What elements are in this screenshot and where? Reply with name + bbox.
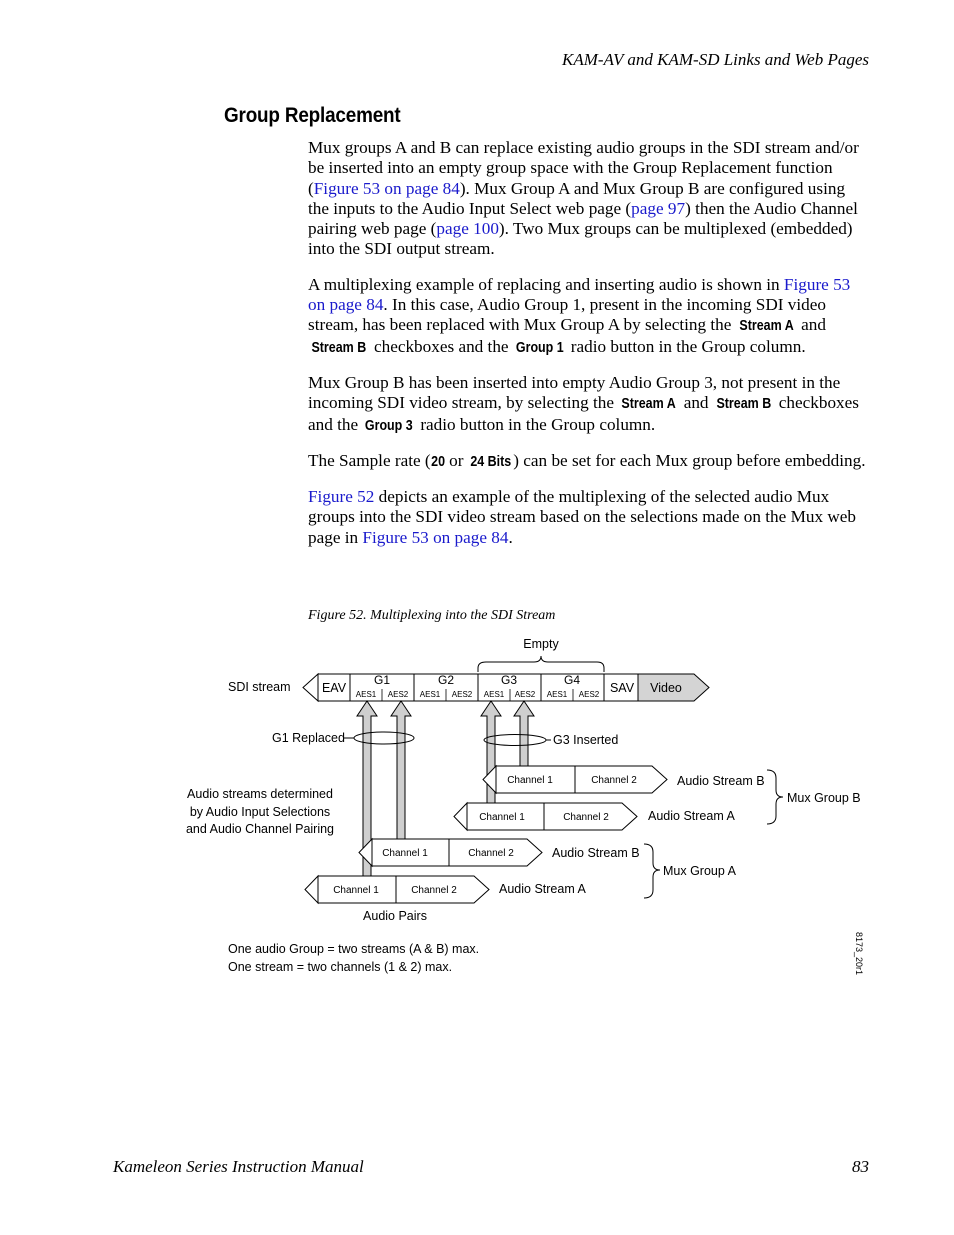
footer-manual-title: Kameleon Series Instruction Manual <box>113 1157 364 1176</box>
link-figure-53[interactable]: Figure 53 on page 84 <box>362 527 509 547</box>
ui-term: Stream A <box>621 396 676 413</box>
determined-line: and Audio Channel Pairing <box>185 822 335 836</box>
determined-line: Audio streams determined <box>187 787 333 801</box>
ui-term: 20 <box>430 453 445 470</box>
aes-label: AES2 <box>514 690 536 699</box>
paragraph-5: Figure 52 depicts an example of the multiplexing of the selected audio Mux groups into the SDI video stream based on the selections made on the Mux web page in Figure 53 on page 84. <box>308 487 856 547</box>
link-figure-52[interactable]: Figure 52 <box>308 487 375 507</box>
g1-replaced-label: G1 Replaced <box>272 731 345 745</box>
stream-left-arrow <box>454 803 467 830</box>
channel-1-label: Channel 1 <box>382 848 428 859</box>
channel-2-label: Channel 2 <box>563 812 609 823</box>
note-line: One audio Group = two streams (A & B) max. <box>228 942 480 956</box>
running-header: KAM-AV and KAM-SD Links and Web Pages <box>561 50 869 69</box>
audio-stream-a-label: Audio Stream A <box>648 809 735 823</box>
aes-label: AES1 <box>419 690 441 699</box>
audio-stream-a-label: Audio Stream A <box>499 882 586 896</box>
paragraph-1: Mux groups A and B can replace existing audio groups in the SDI stream and/or be inserted into an empty group space with the Group Replacement function (Figure 53 on page 84). Mux Group A and Mux Group B are configured using the inputs to the Audio Input Select web page (page 97) then the Audio Channel pairing web page (page 100). Two Mux groups can be multiplexed (embedded) into the SDI output stream. <box>308 138 859 259</box>
mux-group-a-label: Mux Group A <box>663 864 736 878</box>
sav-label: SAV <box>609 681 635 695</box>
link-figure-53[interactable]: Figure 53 on page 84 <box>313 178 460 198</box>
stream-left-arrow <box>305 876 318 903</box>
group-label-g4: G4 <box>563 673 581 687</box>
ui-term: Stream B <box>716 396 772 413</box>
channel-2-label: Channel 2 <box>411 885 457 896</box>
video-label: Video <box>650 681 682 695</box>
sdi-stream-left-arrow <box>303 674 318 701</box>
empty-label: Empty <box>523 637 559 651</box>
channel-1-label: Channel 1 <box>479 812 525 823</box>
group-label-g1: G1 <box>373 673 391 687</box>
eav-label: EAV <box>321 681 347 695</box>
link-page-97[interactable]: page 97 <box>631 198 686 218</box>
note-line: One stream = two channels (1 & 2) max. <box>228 960 453 974</box>
paragraph-3: Mux Group B has been inserted into empty Audio Group 3, not present in the incoming SDI video stream, by selecting the Stream A and Stream B checkboxes and the Group 3 radio button in the Group column. <box>308 373 869 436</box>
aes-label: AES2 <box>578 690 600 699</box>
link-page-100[interactable]: page 100 <box>436 219 499 239</box>
paragraph-4: The Sample rate (20 or 24 Bits ) can be set for each Mux group before embedding. <box>308 451 869 472</box>
group-label-g3: G3 <box>500 673 518 687</box>
aes-label: AES1 <box>483 690 505 699</box>
aes-label: AES2 <box>451 690 473 699</box>
paragraph-2: A multiplexing example of replacing and inserting audio is shown in Figure 53 on page 84. In this case, Audio Group 1, present in the incoming SDI video stream, has been replaced with Mux Group A by selecting the Stream A and Stream B checkboxes and the Group 1 radio button in the Group column. <box>308 275 869 358</box>
channel-1-label: Channel 1 <box>507 775 553 786</box>
aes-label: AES2 <box>387 690 409 699</box>
aes-label: AES1 <box>355 690 377 699</box>
aes-label: AES1 <box>546 690 568 699</box>
sdi-stream-label: SDI stream <box>228 680 291 694</box>
mux-group-a-brace <box>644 844 660 898</box>
empty-bracket <box>478 656 604 672</box>
audio-stream-b-label: Audio Stream B <box>552 846 640 860</box>
audio-pairs-label: Audio Pairs <box>363 909 427 923</box>
mux-group-b-brace <box>767 770 783 824</box>
mux-group-b-label: Mux Group B <box>787 791 861 805</box>
ui-term: Stream A <box>739 318 794 335</box>
audio-stream-b-label: Audio Stream B <box>677 774 765 788</box>
ui-term: Group 1 <box>515 339 564 356</box>
ui-term: Stream B <box>311 339 367 356</box>
channel-1-label: Channel 1 <box>333 885 379 896</box>
link-figure-53[interactable]: Figure 53 on page 84 <box>308 274 851 315</box>
figure-caption: Figure 52. Multiplexing into the SDI Stream <box>308 608 556 623</box>
g3-inserted-label: G3 Inserted <box>553 733 619 747</box>
ui-term: 24 Bits <box>470 453 511 470</box>
group-label-g2: G2 <box>437 673 455 687</box>
channel-2-label: Channel 2 <box>591 775 637 786</box>
determined-line: by Audio Input Selections <box>189 805 331 819</box>
channel-2-label: Channel 2 <box>468 848 514 859</box>
footer-page-number: 83 <box>852 1157 869 1176</box>
figure-id: 8173_20r1 <box>854 932 864 976</box>
section-heading: Group Replacement <box>224 104 401 127</box>
ui-term: Group 3 <box>365 417 414 434</box>
